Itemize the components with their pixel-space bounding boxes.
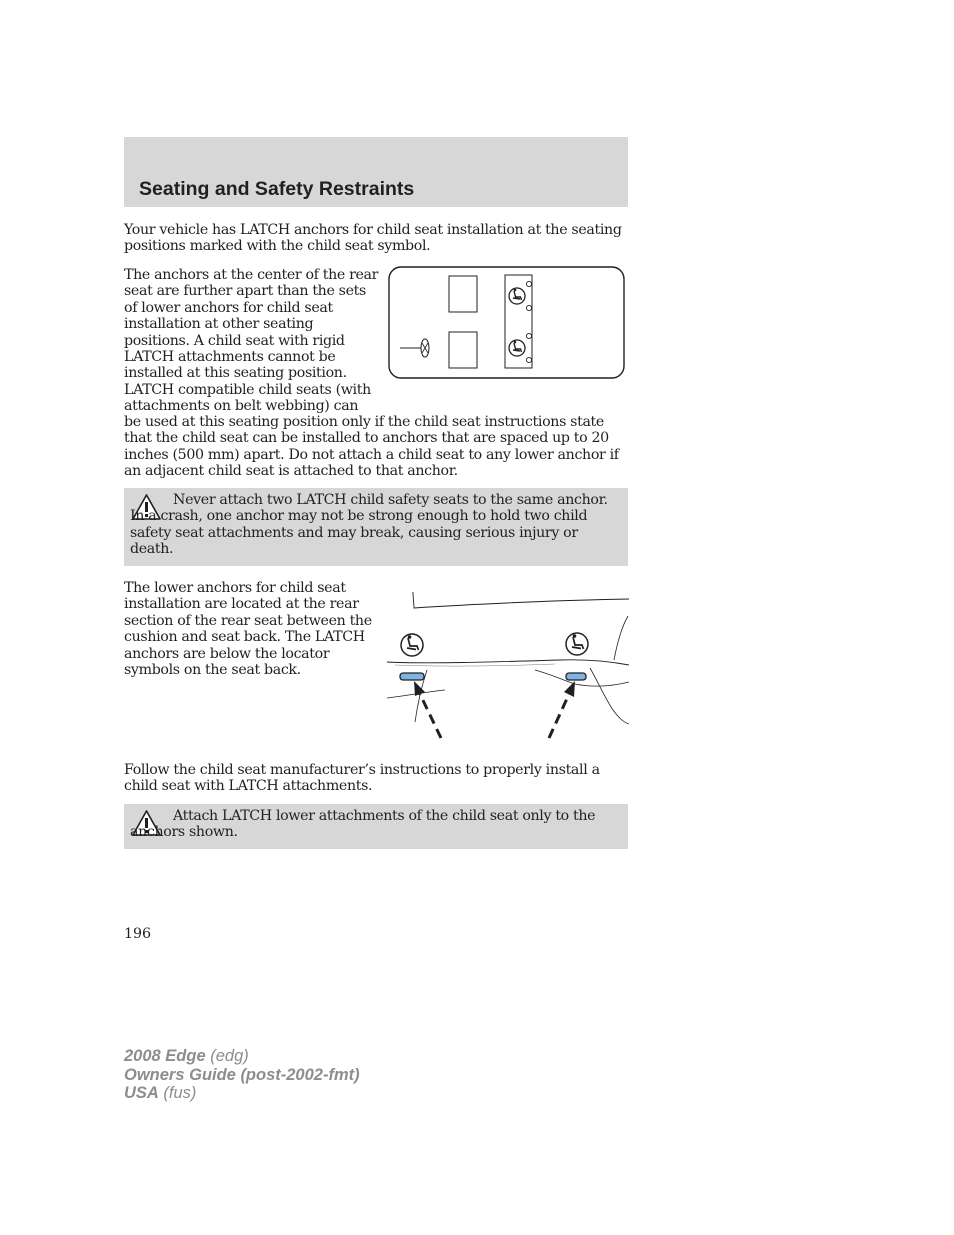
footer-market: USA bbox=[124, 1084, 159, 1102]
seating-diagram bbox=[385, 264, 629, 382]
child-seat-symbol-icon bbox=[566, 633, 588, 655]
follow-instructions-paragraph: Follow the child seat manufacturer’s instructions to properly install a child seat with LATCH attachments. bbox=[124, 762, 600, 795]
anchor-point-icon bbox=[526, 281, 531, 286]
center-anchor-paragraph-part1: The anchors at the center of the rear seat are further apart than the sets of lower anchors for child seat installation at other seating positions. A child seat with rigid LATCH attachments cannot be installed at this seating position. LATCH compatible child seats (with attachments on belt webbing) can bbox=[124, 267, 379, 415]
warning-box bbox=[124, 804, 628, 849]
center-anchor-paragraph-part2: be used at this seating position only if the child seat instructions state that the child seat can be installed to anchors that are spaced up to 20 inches (500 mm) apart. Do not attach a child seat to any lower anchor if an adjacent child seat is attached to that anchor. bbox=[124, 414, 619, 480]
warning-text: Attach LATCH lower attachments of the child seat only to the anchors shown. bbox=[130, 808, 596, 841]
anchor-point-icon bbox=[526, 357, 531, 362]
seat-crease bbox=[387, 660, 629, 665]
front-seat-lower bbox=[449, 332, 477, 368]
intro-paragraph: Your vehicle has LATCH anchors for child seat installation at the seating positions marked with the child seat symbol. bbox=[124, 222, 622, 255]
child-seat-symbol-icon bbox=[509, 288, 525, 304]
footer-model: 2008 Edge bbox=[124, 1047, 206, 1065]
front-seat-upper bbox=[449, 276, 477, 312]
lower-anchor-right bbox=[566, 673, 586, 680]
anchor-point-icon bbox=[526, 333, 531, 338]
warning-text: Never attach two LATCH child safety seats to the same anchor. In a crash, one anchor may not be strong enough to hold two child safety seat attachments and may break, causing serious injury or death. bbox=[130, 492, 608, 558]
arrow-to-right-anchor-icon bbox=[549, 681, 575, 738]
anchor-point-icon bbox=[526, 305, 531, 310]
child-seat-symbol-icon bbox=[401, 634, 423, 656]
section-title: Seating and Safety Restraints bbox=[139, 178, 415, 200]
page-number: 196 bbox=[124, 926, 152, 942]
document-footer bbox=[124, 1047, 360, 1103]
footer-guide-type: Owners Guide (post-2002-fmt) bbox=[124, 1065, 360, 1084]
arrow-to-left-anchor-icon bbox=[414, 681, 441, 738]
rear-seat-anchor-illustration bbox=[385, 588, 630, 744]
lower-anchors-paragraph: The lower anchors for child seat installation are located at the rear section of the rear seat between the cushion and seat back. The LATCH anchors are below the locator symbols on the seat back. bbox=[124, 580, 372, 679]
seat-back-outline bbox=[413, 592, 629, 608]
lower-anchor-left bbox=[400, 673, 424, 680]
warning-box bbox=[124, 488, 628, 566]
child-seat-symbol-icon bbox=[509, 340, 525, 356]
footer-market-code: (fus) bbox=[158, 1084, 197, 1102]
footer-model-code: (edg) bbox=[205, 1047, 249, 1065]
